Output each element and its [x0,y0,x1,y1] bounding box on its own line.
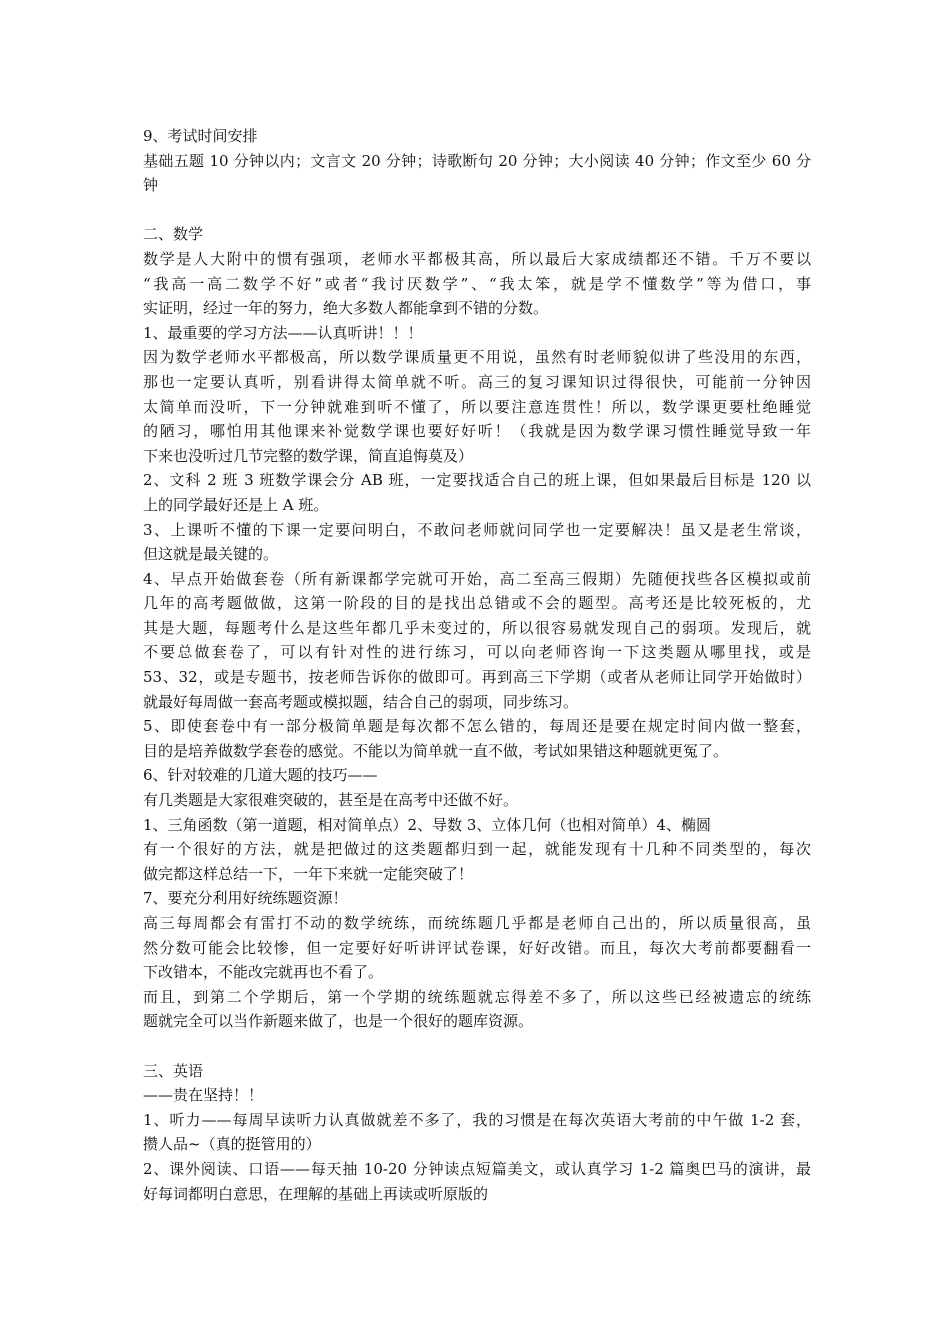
text-line: 而且，到第二个学期后，第一个学期的统练题就忘得差不多了，所以这些已经被遗忘的统练 [143,987,811,1006]
text-line: 因为数学老师水平都极高，所以数学课质量更不用说，虽然有时老师貌似讲了些没用的东西， [143,348,811,367]
text-line: 1、三角函数（第一道题，相对简单点）2、导数 3、立体几何（也相对简单）4、椭圆 [143,815,711,834]
text-line: 上的同学最好还是上 A 班。 [143,495,329,514]
text-line: 有一个很好的方法，就是把做过的这类题都归到一起，就能发现有十几种不同类型的，每次 [143,840,811,859]
text-line: 基础五题 10 分钟以内；文言文 20 分钟；诗歌断句 20 分钟；大小阅读 40 分钟；作文至少 60 分 [143,151,811,170]
text-line: 2、课外阅读、口语——每天抽 10-20 分钟读点短篇美文，或认真学习 1-2 篇奥巴马的演讲，最 [143,1159,811,1178]
text-line: 但这就是最关键的。 [143,545,279,564]
text-line: 1、最重要的学习方法——认真听讲！！！ [143,323,423,342]
text-line: 下来也没听过几节完整的数学课，简直追悔莫及） [143,446,474,465]
text-line: 太简单而没听，下一分钟就难到听不懂了，所以要注意连贯性！所以，数学课更要杜绝睡觉 [143,397,811,416]
text-line: 6、针对较难的几道大题的技巧—— [143,766,378,785]
text-line: 题就完全可以当作新题来做了，也是一个很好的题库资源。 [143,1012,534,1031]
document-page [143,124,811,1206]
text-line: 2、文科 2 班 3 班数学课会分 AB 班，一定要找适合自己的班上课，但如果最后目标是 120 以 [143,471,811,490]
text-line: 的陋习，哪怕用其他课来补觉数学课也要好好听！（我就是因为数学课习惯性睡觉导致一年 [143,422,811,441]
text-line: 53、32，或是专题书，按老师告诉你的做即可。再到高三下学期（或者从老师让同学开始做时） [143,668,811,687]
text-line: 4、早点开始做套卷（所有新课都学完就可开始，高二至高三假期）先随便找些各区模拟或前 [143,569,811,588]
text-line: 做完都这样总结一下，一年下来就一定能突破了！ [143,864,474,883]
text-line: 数学是人大附中的惯有强项，老师水平都极其高，所以最后大家成绩都还不错。千万不要以 [143,249,811,268]
text-line: 钟 [143,176,159,195]
text-line: 就最好每周做一套高考题或模拟题，结合自己的弱项，同步练习。 [143,692,579,711]
text-line: 三、英语 [143,1061,204,1080]
text-line: 几年的高考题做做，这第一阶段的目的是找出总错或不会的题型。高考还是比较死板的，尤 [143,594,811,613]
blank-line [143,198,811,223]
text-line: “我高一高二数学不好”或者“我讨厌数学”、“我太笨，就是学不懂数学”等为借口，事 [143,274,811,293]
text-line: 高三每周都会有雷打不动的数学统练，而统练题几乎都是老师自己出的，所以质量很高，虽 [143,914,811,932]
text-line: 不要总做套卷了，可以有针对性的进行练习，可以向老师咨询一下这类题从哪里找，或是 [143,643,811,662]
text-line: 1、听力——每周早读听力认真做就差不多了，我的习惯是在每次英语大考前的中午做 1-2 套， [143,1110,811,1129]
text-line: ——贵在坚持！！ [143,1086,264,1105]
text-line: 那也一定要认真听，别看讲得太简单就不听。高三的复习课知识过得很快，可能前一分钟因 [143,372,811,391]
text-line: 3、上课听不懂的下课一定要问明白，不敢问老师就问同学也一定要解决！虽又是老生常谈， [143,520,811,539]
text-line: 9、考试时间安排 [143,127,258,145]
text-line: 攒人品~（真的挺管用的） [143,1135,321,1154]
blank-line [143,1034,811,1059]
text-line: 有几类题是大家很难突破的，甚至是在高考中还做不好。 [143,791,519,810]
text-line: 实证明，经过一年的努力，绝大多数人都能拿到不错的分数。 [143,299,549,318]
text-line: 其是大题，每题考什么是这些年都几乎未变过的，所以很容易就发现自己的弱项。发现后，就 [143,618,811,637]
text-line: 下改错本，不能改完就再也不看了。 [143,963,384,982]
text-line: 然分数可能会比较惨，但一定要好好听讲评试卷课，好好改错。而且，每次大考前都要翻看一 [143,938,811,957]
text-line: 二、数学 [143,225,204,244]
text-line: 好每词都明白意思，在理解的基础上再读或听原版的 [143,1184,489,1203]
text-line: 5、即使套卷中有一部分极简单题是每次都不怎么错的，每周还是要在规定时间内做一整套， [143,717,811,736]
text-line: 目的是培养做数学套卷的感觉。不能以为简单就一直不做，考试如果错这种题就更冤了。 [143,741,729,760]
text-line: 7、要充分利用好统练题资源！ [143,889,348,908]
